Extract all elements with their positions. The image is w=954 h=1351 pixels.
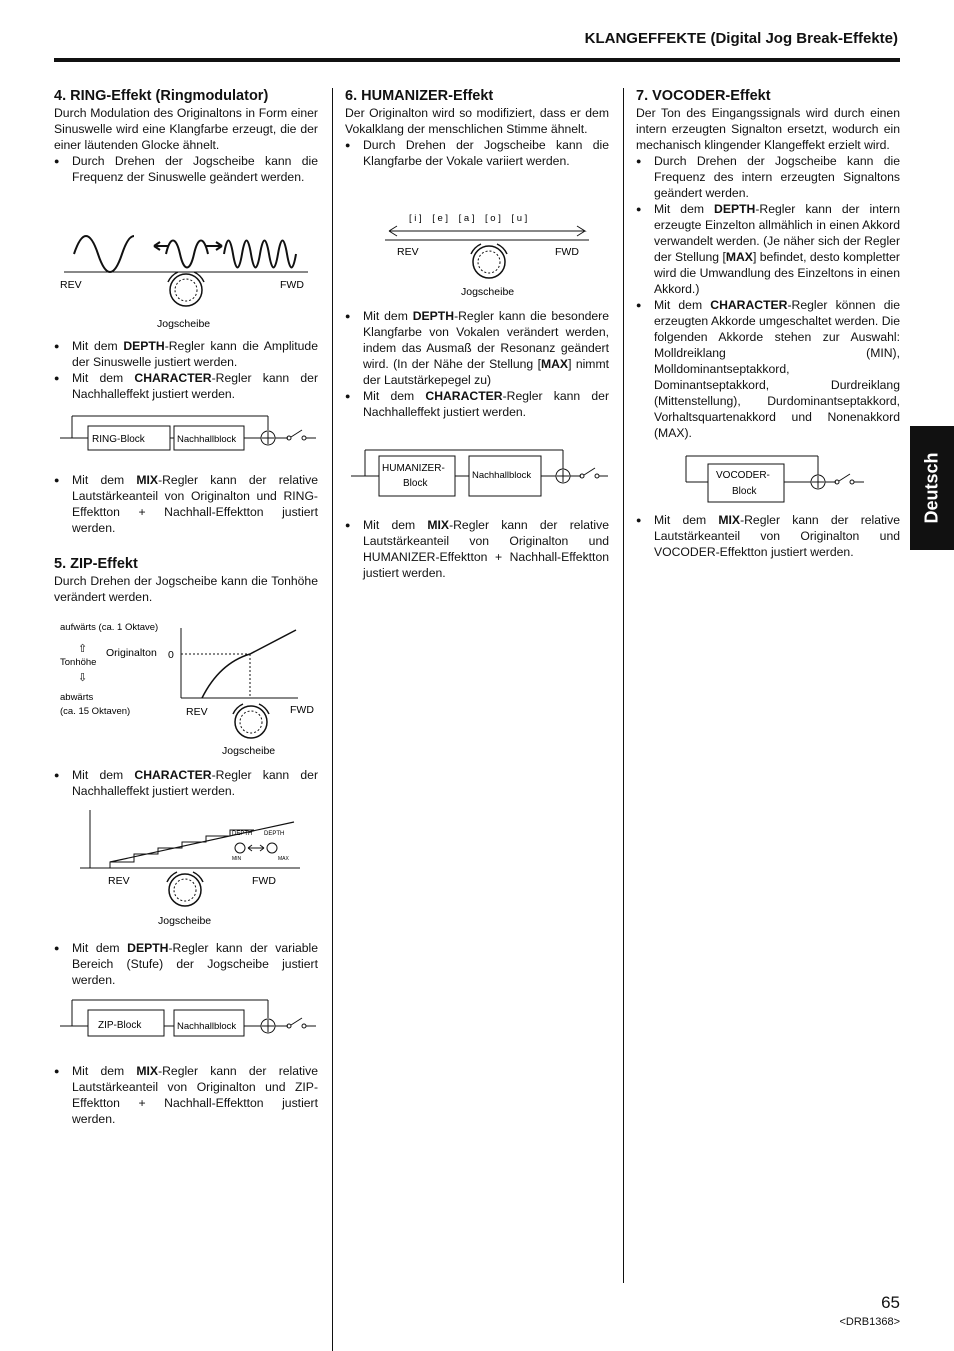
ring-bullet-1: ● Durch Drehen der Jogscheibe kann die Frequenz der Sinuswelle geändert werden. [54, 153, 318, 185]
zip-bullet-3: ● Mit dem MIX-Regler kann der relative Lautstärkeanteil von Originalton und ZIP-Effektton + Nachhall-Effektton justiert werden. [54, 1063, 318, 1127]
humanizer-bullet-mix [345, 517, 609, 581]
sine-wave-mid [166, 241, 208, 268]
ring-rev-label: REV [60, 279, 82, 291]
humanizer-jog-label: Jogscheibe [461, 286, 515, 298]
humanizer-bullet-2: ● Mit dem DEPTH-Regler kann die besondere Klangfarbe von Vokalen verändert werden, indem das Ausmaß der Resonanz geändert wird. (In der Nähe der Stellung [MAX] nimmt der Lautstärkepegel zu) [345, 308, 609, 388]
jog-dial-icon [471, 244, 507, 278]
vocoder-intro: Der Ton des Eingangssignals wird durch einen intern erzeugten Signalton ersetzt, wodurch ein mechanisch klingender Klangeffekt erzielt wird. [636, 106, 900, 152]
header-rule [54, 58, 900, 62]
zip-bullet-depth [54, 940, 318, 988]
vocoder-title: 7. VOCODER-Effekt [636, 88, 771, 104]
svg-text:MIN: MIN [232, 856, 242, 862]
column-divider-1 [332, 88, 333, 1351]
ring-intro: Durch Modulation des Originaltons in Form einer Sinuswelle wird eine Klangfarbe erzeugt, die der einer läutenden Glocke ähnelt. [54, 106, 318, 152]
arrow-right-icon [206, 242, 222, 250]
ring-bullet-mix [54, 472, 318, 536]
svg-text:DEPTH: DEPTH [232, 831, 253, 837]
switch-icon [291, 430, 302, 437]
page-header-title: KLANGEFFEKTE (Digital Jog Break-Effekte) [584, 30, 898, 47]
humanizer-title: 6. HUMANIZER-Effekt [345, 88, 494, 104]
language-tab-label: Deutsch [921, 452, 942, 524]
vocoder-section [636, 88, 900, 441]
reverb-block-label: Nachhallblock [472, 470, 532, 481]
jog-dial-icon [168, 272, 204, 306]
ring-bullet-2: ● Mit dem DEPTH-Regler kann die Amplitude der Sinuswelle justiert werden. [54, 338, 318, 370]
ring-title: 4. RING-Effekt (Ringmodulator) [54, 88, 269, 104]
zip-curve [202, 630, 296, 698]
humanizer-block-label-2: Block [403, 478, 428, 489]
reverb-block-label: Nachhallblock [177, 1021, 237, 1032]
ring-jog-label: Jogscheibe [157, 318, 211, 330]
vocoder-block-label-2: Block [732, 486, 757, 497]
humanizer-bullets [345, 308, 609, 420]
zip-step-jog-label: Jogscheibe [158, 915, 212, 927]
vocoder-block-label-1: VOCODER- [716, 470, 770, 481]
zip-rev-label: REV [186, 706, 208, 718]
document-id: <DRB1368> [839, 1316, 900, 1328]
humanizer-bullet-4: ● Mit dem MIX-Regler kann der relative Lautstärkeanteil von Originalton und HUMANIZER-Effektton + Nachhall-Effektton justiert werden. [345, 517, 609, 581]
zip-step-fwd-label: FWD [252, 875, 276, 887]
ring-wave-diagram [54, 226, 318, 334]
vocoder-bullet-3: ● Mit dem CHARACTER-Regler können die erzeugten Akkorde umgeschaltet werden. Die folgenden Akkorde stehen zur Auswahl: Molldreiklang (MIN), Molldominantseptakkord, Dominantseptakkord, Durdreiklang (Mittenstellung), Durdominantseptakkord, Vorhaltsquartenakkord und Nonenakkord (MAX). [636, 297, 900, 441]
column-divider-2 [623, 88, 624, 1283]
ring-fwd-label: FWD [280, 279, 304, 291]
ring-bullets [54, 338, 318, 402]
humanizer-block-label-1: HUMANIZER- [382, 463, 445, 474]
ring-block-diagram [54, 410, 318, 458]
zip-step-diagram [54, 808, 318, 930]
vocoder-bullet-2: ● Mit dem DEPTH-Regler kann der intern erzeugte Einzelton allmählich in einen Akkord verwandelt werden. (Je näher sich der Regler der Stellung [MAX] befindet, desto kompletter wird die Umwandlung des Einzeltons in einen Akkord.) [636, 201, 900, 297]
humanizer-bullet-1: ● Durch Drehen der Jogscheibe kann die Klangfarbe der Vokale variiert werden. [345, 137, 609, 169]
sine-wave-high [224, 241, 296, 268]
sine-wave-low [74, 236, 134, 272]
arrow-left-icon [154, 242, 168, 250]
zip-bullet-1: ● Mit dem CHARACTER-Regler kann der Nachhalleffekt justiert werden. [54, 767, 318, 799]
humanizer-section [345, 88, 609, 169]
zip-down-label-2: (ca. 15 Oktaven) [60, 706, 131, 717]
ring-section [54, 88, 318, 185]
vowel-labels: [ i ] [ e ] [ a ] [ o ] [ u ] [409, 213, 528, 224]
vowel-double-arrow [389, 226, 585, 236]
depth-knob-min-icon [235, 843, 245, 853]
zip-title: 5. ZIP-Effekt [54, 556, 138, 572]
zip-jog-label: Jogscheibe [222, 745, 276, 757]
humanizer-fwd-label: FWD [555, 246, 579, 258]
zip-section [54, 556, 318, 605]
page-number: 65 [881, 1293, 900, 1312]
switch-icon [584, 468, 595, 475]
vocoder-block-diagram [636, 450, 900, 506]
zip-bullet-mix [54, 1063, 318, 1127]
jog-dial-icon [233, 704, 269, 738]
zip-down-label: abwärts [60, 692, 94, 703]
humanizer-vowel-diagram [345, 204, 609, 300]
vocoder-bullet-mix [636, 512, 900, 560]
zip-pitch-diagram [54, 618, 318, 760]
zip-bullet-char [54, 767, 318, 799]
zip-zero-label: 0 [168, 649, 174, 661]
language-tab [910, 426, 954, 550]
zip-fwd-label: FWD [290, 704, 314, 716]
zip-intro: Durch Drehen der Jogscheibe kann die Tonhöhe verändert werden. [54, 574, 318, 604]
jog-dial-icon [167, 872, 203, 906]
humanizer-bullet-3: ● Mit dem CHARACTER-Regler kann der Nachhalleffekt justiert werden. [345, 388, 609, 420]
humanizer-block-box [379, 456, 455, 496]
svg-text:DEPTH: DEPTH [264, 831, 285, 837]
humanizer-block-diagram [345, 446, 609, 502]
zip-up-label: aufwärts (ca. 1 Oktave) [60, 622, 159, 633]
zip-down-arrow-icon: ⇩ [78, 672, 88, 684]
zip-block-label: ZIP-Block [98, 1020, 142, 1031]
humanizer-intro: Der Originalton wird so modifiziert, dass er dem Vokalklang der menschlichen Stimme ähnelt. [345, 106, 609, 136]
ring-block-label: RING-Block [92, 434, 145, 445]
reverb-block-label: Nachhallblock [177, 434, 237, 445]
switch-icon [839, 474, 850, 481]
zip-orig-label: Originalton [106, 647, 157, 659]
switch-icon [291, 1018, 302, 1025]
humanizer-rev-label: REV [397, 246, 419, 258]
zip-bullet-2: ● Mit dem DEPTH-Regler kann der variable Bereich (Stufe) der Jogscheibe justiert werden. [54, 940, 318, 988]
vocoder-bullet-1: ● Durch Drehen der Jogscheibe kann die Frequenz des intern erzeugten Signaltons geändert werden. [636, 153, 900, 201]
ring-bullet-3: ● Mit dem CHARACTER-Regler kann der Nachhalleffekt justiert werden. [54, 370, 318, 402]
zip-block-diagram [54, 996, 318, 1044]
depth-knob-max-icon [267, 843, 277, 853]
vocoder-bullet-4: ● Mit dem MIX-Regler kann der relative Lautstärkeanteil von Originalton und VOCODER-Effektton justiert werden. [636, 512, 900, 560]
zip-up-arrow-icon: ⇧ [78, 643, 88, 655]
zip-step-rev-label: REV [108, 875, 130, 887]
ring-bullet-4: ● Mit dem MIX-Regler kann der relative Lautstärkeanteil von Originalton und RING-Effektton + Nachhall-Effektton justiert werden. [54, 472, 318, 536]
svg-text:MAX: MAX [278, 856, 289, 862]
zip-tone-label: Tonhöhe [60, 657, 97, 668]
